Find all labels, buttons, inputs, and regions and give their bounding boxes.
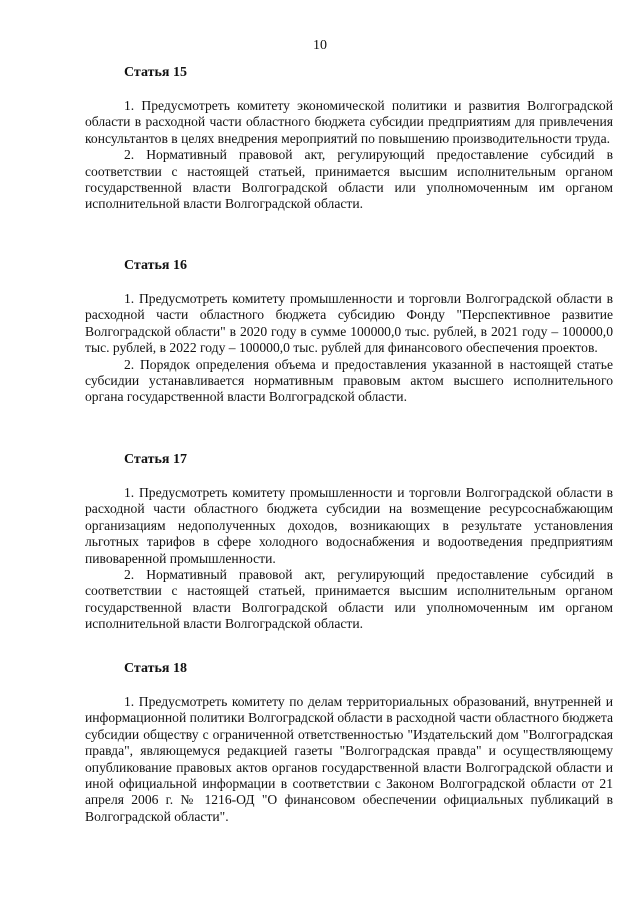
article-paragraph: 2. Нормативный правовой акт, регулирующий предоставление субсидий в соответствии с настоящей статьей, принимается высшим исполнительным органом государственной власти Волгоградской области или уполномоченным им органом исполнительной власти Волгоградской области. — [85, 567, 613, 632]
article-18 — [85, 660, 613, 825]
article-paragraph: 1. Предусмотреть комитету экономической политики и развития Волгоградской области в расходной части областного бюджета субсидии предприятиям для привлечения консультантов в целях внедрения мероприятий по повышению производительности труда. — [85, 98, 613, 146]
article-paragraph: 1. Предусмотреть комитету промышленности и торговли Волгоградской области в расходной части областного бюджета субсидию Фонду "Перспективное развитие Волгоградской области" в 2020 году в сумме 100000,0 тыс. рублей, в 2021 году – 100000,0 тыс. рублей, в 2022 году – 100000,0 тыс. рублей для финансового обеспечения проектов. — [85, 291, 613, 356]
article-title: Статья 17 — [124, 452, 187, 467]
article-15 — [85, 64, 613, 213]
article-body — [85, 694, 613, 825]
article-body — [85, 291, 613, 406]
article-title: Статья 16 — [124, 258, 187, 273]
article-title: Статья 18 — [124, 661, 187, 676]
article-17 — [85, 451, 613, 633]
article-title: Статья 15 — [124, 65, 187, 80]
article-body — [85, 98, 613, 213]
article-paragraph: 2. Порядок определения объема и предоставления указанной в настоящей статье субсидии устанавливается нормативным правовым актом высшего исполнительного органа государственной власти Волгоградской области. — [85, 356, 613, 405]
article-paragraph: 1. Предусмотреть комитету по делам территориальных образований, внутренней и информационной политики Волгоградской области в расходной части областного бюджета субсидии обществу с ограниченной ответственностью "Издательский дом "Волгоградская правда", являющемуся редакцией газеты "Волгоградская правда" и осуществляющему опубликование правовых актов органов государственной власти Волгоградской области и иной официальной информации в соответствии с Законом Волгоградской области от 21 апреля 2006 г. № 1216-ОД "О финансовом обеспечении официальных публикаций в Волгоградской области". — [85, 694, 613, 824]
article-paragraph: 2. Нормативный правовой акт, регулирующий предоставление субсидий в соответствии с настоящей статьей, принимается высшим исполнительным органом государственной власти Волгоградской области или уполномоченным им органом исполнительной власти Волгоградской области. — [85, 147, 613, 212]
article-16 — [85, 257, 613, 406]
article-paragraph: 1. Предусмотреть комитету промышленности и торговли Волгоградской области в расходной части областного бюджета субсидии на возмещение ресурсоснабжающим организациям недополученных доходов, возникающих в результате установления льготных тарифов в сфере холодного водоснабжения и водоотведения предприятиям пивоваренной промышленности. — [85, 485, 613, 566]
article-body — [85, 485, 613, 633]
page-number: 10 — [313, 38, 327, 53]
